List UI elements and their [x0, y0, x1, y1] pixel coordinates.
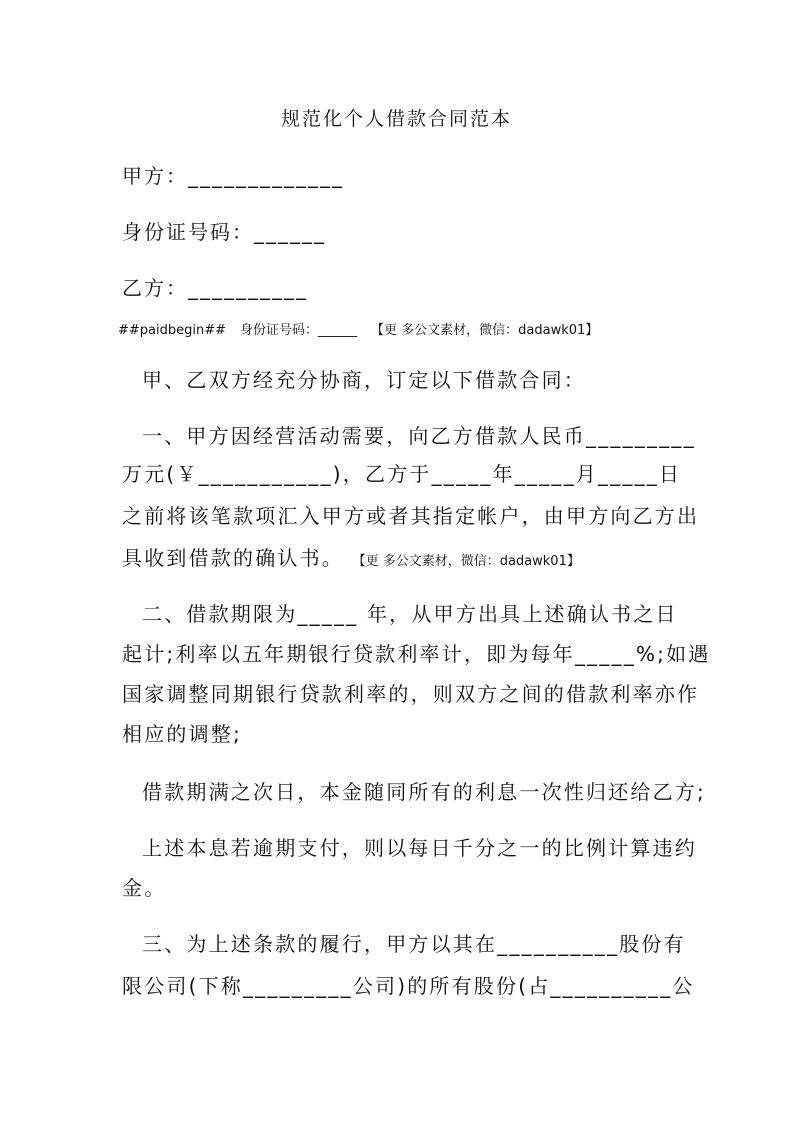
penalty-line-1: 上述本息若逾期支付，则以每日千分之一的比例计算违约	[142, 836, 697, 860]
clause1-ad: 【更 多公文素材，微信：dadawk01】	[352, 554, 580, 569]
clause2-line-2: 起计;利率以五年期银行贷款利率计，即为每年_____%;如遇	[122, 642, 711, 666]
clause2-line-1: 二、借款期限为_____ 年，从甲方出具上述确认书之日	[142, 602, 678, 626]
clause1-line-1: 一、甲方因经营活动需要，向乙方借款人民币_________	[142, 424, 696, 448]
paid-marker: ##paidbegin##	[118, 323, 227, 338]
clause2-line-3: 国家调整同期银行贷款利率的，则双方之间的借款利率亦作	[122, 682, 700, 706]
penalty-line-2: 金。	[122, 876, 167, 900]
clause3-line-1: 三、为上述条款的履行，甲方以其在__________股份有	[142, 932, 686, 956]
clause1-line-4	[122, 542, 677, 571]
clause1-line-2: 万元(￥___________)，乙方于_____年_____月_____日	[122, 462, 682, 486]
watermark-id-label: 身份证号码：______	[240, 323, 358, 338]
clause3-line-2: 限公司(下称_________公司)的所有股份(占__________公	[122, 974, 695, 998]
watermark-ad: 【更 多公文素材，微信：dadawk01】	[371, 323, 599, 338]
document-title: 规范化个人借款合同范本	[280, 108, 512, 130]
party-a-line: 甲方：_____________	[122, 164, 344, 188]
id-number-line: 身份证号码：______	[122, 220, 326, 244]
watermark-line	[118, 319, 678, 338]
intro-paragraph: 甲、乙双方经充分协商，订定以下借款合同：	[142, 368, 586, 392]
clause1-line-4-text: 具收到借款的确认书。	[122, 546, 344, 570]
party-b-line: 乙方：__________	[122, 276, 308, 300]
clause2-line-4: 相应的调整;	[122, 722, 242, 746]
repay-paragraph: 借款期满之次日，本金随同所有的利息一次性归还给乙方;	[142, 780, 706, 804]
clause1-line-3: 之前将该笔款项汇入甲方或者其指定帐户，由甲方向乙方出	[122, 504, 700, 528]
